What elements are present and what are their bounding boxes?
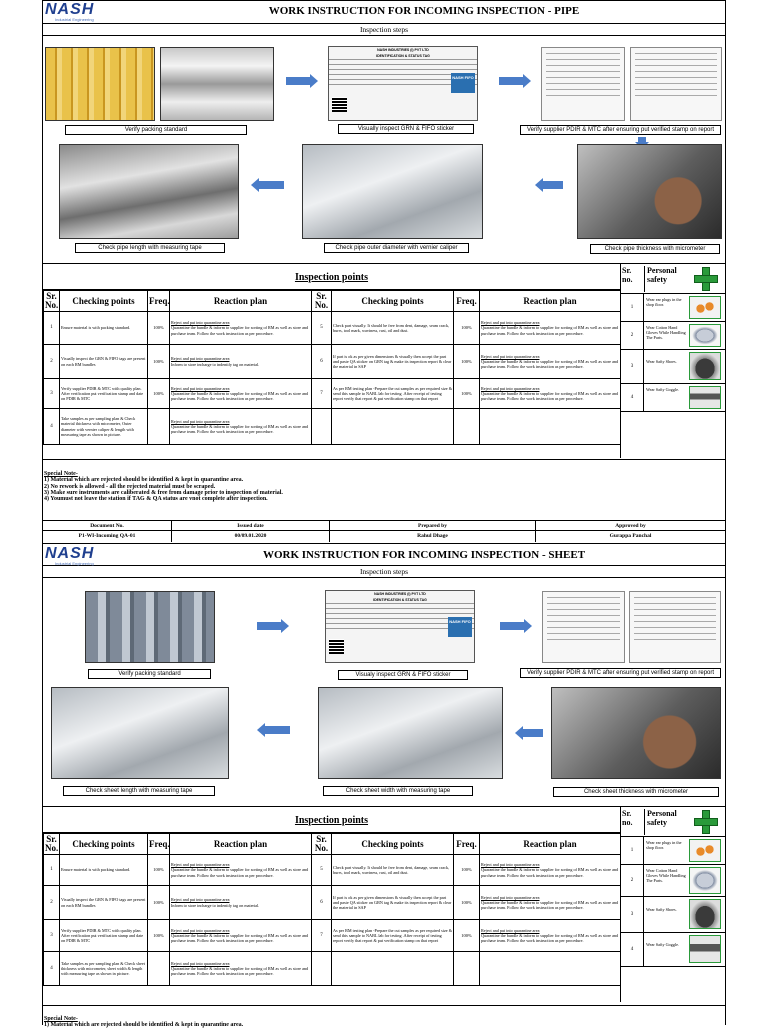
caption-grn-sticker: Visualy inspect GRN & FIFO sticker — [338, 670, 468, 680]
packing-bundle-photo — [45, 47, 155, 121]
caption-verify-packing: Verify packing standard — [88, 669, 211, 679]
personal-safety-panel: Sr. no. Personal safety 1 Wear ear plugs in the shop floor. 2 Wear Cotton Hand Gloves While Handling The Parts. 3 Wear Safty Shoes. 4 Wear Safty Goggle. — [620, 806, 725, 1002]
arrow-right-icon — [499, 74, 531, 88]
sheet-width-photo — [318, 687, 503, 779]
pipe-length-photo — [59, 144, 239, 239]
caption-verify-pdir: Verify supplier PDIR & MTC after ensuring put verified stamp on report — [520, 668, 721, 678]
special-notes: Special Note- 1) Material which are rejected should be identified & kept in quarantine area. — [43, 1005, 725, 1025]
arrow-right-icon — [500, 619, 532, 633]
page-title: WORK INSTRUCTION FOR INCOMING INSPECTION - PIPE — [268, 5, 580, 17]
mtc-report-photo — [629, 591, 721, 663]
table-row: 2 Visually inspect the GRN & FIFO tags are present on each RM bundles 100% Reject and put into quarantine area Inform to store incharge to indentify tag on material. 6 If part is ok as per given dimensions & visually then accept the part and paste QA sticker on GRN tag & make its inspection report & clear the material in SAP 100% Reject and put into quarantine area Quarantine the bundle & inform to supplier for sorting of RM as well as store and purchase team. Follow the work instruction as per procedure. — [44, 345, 621, 379]
first-aid-cross-icon — [694, 267, 718, 291]
table-row: 2 Visually inspect the GRN & FIFO tags are present on each RM bundles 100% Reject and put into quarantine area Inform to store incharge to indentify tag on material. 6 If part is ok as per given dimensions & visually then accept the part and paste QA sticker on GRN tag & make its inspection report & clear the material in SAP 100% Reject and put into quarantine area Quarantine the bundle & inform to supplier for sorting of RM as well as store and purchase team. Follow the work instruction as per procedure. — [44, 886, 621, 920]
table-row: 3 Verify supplier PDIR & MTC with quality plan. After verification put verification stamp and date on PDIR & MTC 100% Reject and put into quarantine area Quarantine the bundle & inform to supplier for sorting of RM as well as store and purchase team. Follow the work instruction as per procedure. 7 As per RM testing plan -Prepare the cut samples as per required size & send this sample to NABL lab for testing .After receipt of testing report verify that report & put verification stamp on that report 100% Reject and put into quarantine area Quarantine the bundle & inform to supplier for sorting of RM as well as store and purchase team. Follow the work instruction as per procedure. — [44, 920, 621, 952]
mtc-report-photo — [630, 47, 722, 121]
pipe-vernier-photo — [302, 144, 483, 239]
header — [43, 544, 725, 566]
caption-pipe-thickness: Check pipe thickness with micrometer — [590, 244, 720, 254]
pdir-report-photo — [541, 47, 625, 121]
inspection-points-title: Inspection points — [43, 807, 620, 833]
caption-sheet-width: Check sheet width with measuring tape — [323, 786, 473, 796]
arrow-left-icon — [515, 726, 543, 740]
pipe-instruction-page — [42, 0, 726, 544]
grn-fifo-sticker-photo: NASH INDUSTRIES (I) PVT LTD IDENTIFICATION & STATUS TAG NASH FIFO — [328, 46, 478, 121]
safety-row: 4 Wear Safty Goggle. — [621, 933, 725, 967]
inspection-points-title: Inspection points — [43, 264, 620, 290]
ear-plug-icon — [689, 296, 721, 319]
shoes-icon — [689, 899, 721, 929]
sheet-instruction-page — [42, 543, 726, 1029]
goggle-icon — [689, 935, 721, 963]
inspection-steps-label: Inspection steps — [43, 566, 725, 578]
safety-row: 3 Wear Safty Shoes. — [621, 897, 725, 933]
safety-row: 1 Wear ear plugs in the shop floor. — [621, 837, 725, 865]
arrow-left-icon — [257, 723, 290, 737]
goggle-icon — [689, 386, 721, 409]
personal-safety-panel: Sr. no. Personal safety 1 Wear ear plugs in the shop floor. 2 Wear Cotton Hand Gloves While Handling The Parts. 3 Wear Safty Shoes. 4 Wear Safty Goggle. — [620, 263, 725, 458]
caption-verify-pdir: Verify supplier PDIR & MTC after ensuring put verified stamp on report — [520, 125, 721, 135]
arrow-right-icon — [286, 74, 318, 88]
first-aid-cross-icon — [694, 810, 718, 834]
page-title: WORK INSTRUCTION FOR INCOMING INSPECTION - SHEET — [262, 549, 586, 561]
sheet-length-photo — [51, 687, 229, 779]
safety-row: 1 Wear ear plugs in the shop floor. — [621, 294, 725, 322]
table-row: 1 Ensure material is with packing standard. 100% Reject and put into quarantine area Quarantine the bundle & inform to supplier for sorting of RM as well as store and purchase team. Follow the work instruction as per procedure. 5 Check part visually. It should be free from dent, damage, seam crack, burrs, tool mark, waviness, rust, oil and dust. 100% Reject and put into quarantine area Quarantine the bundle & inform to supplier for sorting of RM as well as store and purchase team. Follow the work instruction as per procedure. — [44, 855, 621, 886]
caption-sheet-thickness: Check sheet thickness with micrometer — [553, 787, 719, 797]
sheet-micrometer-photo — [551, 687, 721, 779]
document-footer: Document No. P1-WI-Incoming QA-01 Issued date 00/09.01.2020 Prepared by Rahul Dhage Approved by Gurappa Panchal — [43, 520, 725, 542]
inspection-points-table: Sr. No. Checking points Freq. Reaction plan Sr. No. Checking points Freq. Reaction plan 1 Ensure material is with packing standard. 100% Reject and put into quarantine area Quarantine the bundle & inform to supplier for sorting of RM as well as store and purchase team. Follow the work instruction as per procedure. 5 Check part visually. It should be free from dent, damage, seam crack, burrs, tool mark, waviness, rust, oil and dust. 100% Reject and put into quarantine area Quarantine the bundle & inform to supplier for sorting of RM as well as store and purchase team. Follow the work instruction as per procedure. 2 Visually inspect the GRN & FIFO tags are present on each RM bundles 100% Reject and put into quarantine area Inform to store incharge to indentify tag on material. 6 If part is ok as per given dimensions & visually then accept the part and paste QA sticker on GRN tag & make its inspection report & clear the material in SAP 100% Reject and put into quarantine area Quarantine the bundle & inform to supplier for sorting of RM as well as store and purchase team. Follow the work instruction as per procedure. 3 Verify supplier PDIR & MTC with quality plan. After verification put verification stamp and date on PDIR & MTC 100% Reject and put into quarantine area Quarantine the bundle & inform to supplier for sorting of RM as well as store and purchase team. Follow the work instruction as per procedure. 7 As per RM testing plan -Prepare the cut samples as per required size & send this sample to NABL lab for testing .After receipt of testing report verify that report & put verification stamp on that report 100% Reject and put into quarantine area Quarantine the bundle & inform to supplier for sorting of RM as well as store and purchase team. Follow the work instruction as per procedure. 4 Take samples as per sampling plan & Check material thickness with micrometer, Outer diameter with vernier caliper & length with measuring tape as shown in picture. Reject and put into quarantine area Quarantine the bundle & inform to supplier for sorting of RM as well as store and purchase team. Follow the work instruction as per procedure. — [43, 290, 621, 445]
inspection-steps-label: Inspection steps — [43, 24, 725, 36]
inspection-points — [43, 263, 620, 445]
arrow-left-icon — [535, 178, 563, 192]
table-row: 4 Take samples as per sampling plan & Check material thickness with micrometer, Outer diameter with vernier caliper & length with measuring tape as shown in picture. Reject and put into quarantine area Quarantine the bundle & inform to supplier for sorting of RM as well as store and purchase team. Follow the work instruction as per procedure. — [44, 409, 621, 445]
gloves-icon — [689, 324, 721, 347]
pipe-micrometer-photo — [577, 144, 722, 239]
company-logo: NASH Industrial Engineering — [45, 1, 95, 22]
safety-row: 3 Wear Safty Shoes. — [621, 350, 725, 384]
inspection-points-table: Sr. No. Checking points Freq. Reaction plan Sr. No. Checking points Freq. Reaction plan 1 Ensure material is with packing standard. 100% Reject and put into quarantine area Quarantine the bundle & inform to supplier for sorting of RM as well as store and purchase team. Follow the work instruction as per procedure. 5 Check part visually. It should be free from dent, damage, seam crack, burrs, tool mark, waviness, rust, oil and dust. 100% Reject and put into quarantine area Quarantine the bundle & inform to supplier for sorting of RM as well as store and purchase team. Follow the work instruction as per procedure. 2 Visually inspect the GRN & FIFO tags are present on each RM bundles 100% Reject and put into quarantine area Inform to store incharge to indentify tag on material. 6 If part is ok as per given dimensions & visually then accept the part and paste QA sticker on GRN tag & make its inspection report & clear the material in SAP 100% Reject and put into quarantine area Quarantine the bundle & inform to supplier for sorting of RM as well as store and purchase team. Follow the work instruction as per procedure. 3 Verify supplier PDIR & MTC with quality plan. After verification put verification stamp and date on PDIR & MTC 100% Reject and put into quarantine area Quarantine the bundle & inform to supplier for sorting of RM as well as store and purchase team. Follow the work instruction as per procedure. 7 As per RM testing plan -Prepare the cut samples as per required size & send this sample to NABL lab for testing .After receipt of testing report verify that report & put verification stamp on that report 100% Reject and put into quarantine area Quarantine the bundle & inform to supplier for sorting of RM as well as store and purchase team. Follow the work instruction as per procedure. 4 Take samples as per sampling plan & Check sheet thickness with micrometer, sheet width & length with measuring tape as shown in picture. Reject and put into quarantine area Quarantine the bundle & inform to supplier for sorting of RM as well as store and purchase team. Follow the work instruction as per procedure. — [43, 833, 621, 986]
pdir-report-photo — [542, 591, 625, 663]
shoes-icon — [689, 352, 721, 380]
arrow-right-icon — [257, 619, 289, 633]
company-logo: NASH Industrial Engineering — [45, 545, 95, 566]
ear-plug-icon — [689, 839, 721, 862]
grn-fifo-sticker-photo: NASH INDUSTRIES (I) PVT LTD IDENTIFICATION & STATUS TAG NASH FIFO — [325, 590, 475, 663]
table-row: 3 Verify supplier PDIR & MTC with quality plan. After verification put verification stamp and date on PDIR & MTC 100% Reject and put into quarantine area Quarantine the bundle & inform to supplier for sorting of RM as well as store and purchase team. Follow the work instruction as per procedure. 7 As per RM testing plan -Prepare the cut samples as per required size & send this sample to NABL lab for testing .After receipt of testing report verify that report & put verification stamp on that report 100% Reject and put into quarantine area Quarantine the bundle & inform to supplier for sorting of RM as well as store and purchase team. Follow the work instruction as per procedure. — [44, 379, 621, 409]
safety-row: 2 Wear Cotton Hand Gloves While Handling The Parts. — [621, 322, 725, 350]
caption-verify-packing: Verify packing standard — [65, 125, 247, 135]
inspection-points — [43, 806, 620, 986]
header — [43, 1, 725, 24]
qr-code-icon — [329, 639, 344, 654]
caption-grn-sticker: Visually inspect GRN & FIFO sticker — [338, 124, 474, 134]
caption-sheet-length: Check sheet length with measuring tape — [63, 786, 215, 796]
safety-row: 4 Wear Safty Goggle. — [621, 384, 725, 412]
sheet-bundle-photo — [85, 591, 215, 663]
table-row: 4 Take samples as per sampling plan & Check sheet thickness with micrometer, sheet width & length with measuring tape as shown in picture. Reject and put into quarantine area Quarantine the bundle & inform to supplier for sorting of RM as well as store and purchase team. Follow the work instruction as per procedure. — [44, 952, 621, 986]
gloves-icon — [689, 867, 721, 894]
caption-pipe-length: Check pipe length with measuring tape — [75, 243, 225, 253]
caption-pipe-diameter: Check pipe outer diameter with vernier caliper — [324, 243, 469, 253]
special-notes: Special Note- 1) Material which are rejected should be identified & kept in quarantine area. 2) No rework is allowed - all the rejected material must be scraped. 3) Make sure instruments are caliberated & free from damage prior to inspection of material. 4) Youmust not leave the station if TAG & QA status are vnot complete after inspection. — [43, 459, 725, 517]
arrow-left-icon — [251, 178, 284, 192]
qr-code-icon — [332, 97, 347, 112]
table-row: 1 Ensure material is with packing standard. 100% Reject and put into quarantine area Quarantine the bundle & inform to supplier for sorting of RM as well as store and purchase team. Follow the work instruction as per procedure. 5 Check part visually. It should be free from dent, damage, seam crack, burrs, tool mark, waviness, rust, oil and dust. 100% Reject and put into quarantine area Quarantine the bundle & inform to supplier for sorting of RM as well as store and purchase team. Follow the work instruction as per procedure. — [44, 312, 621, 345]
pipe-stack-photo — [160, 47, 274, 121]
safety-row: 2 Wear Cotton Hand Gloves While Handling The Parts. — [621, 865, 725, 897]
